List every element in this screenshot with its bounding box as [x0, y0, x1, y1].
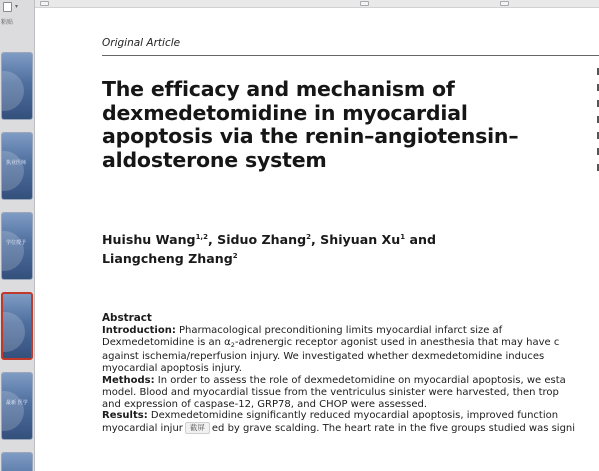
author-affiliation: 1,2 — [195, 233, 208, 241]
toolbar-button[interactable] — [500, 1, 509, 6]
thumbnail-label: 学位授予 — [6, 240, 27, 246]
abstract-line: Results: Dexmedetomidine significantly reduced myocardial apoptosis, improved function — [102, 410, 559, 422]
author-affiliation: 1 — [400, 233, 406, 241]
thumbnail-label: 最新 医学 — [6, 400, 28, 406]
abstract-line: Dexmedetomidine is an $\alpha_2$-adrenergic receptor agonist used in anesthesia that may have c — [102, 336, 560, 349]
author-affiliation: 2 — [306, 233, 311, 241]
author-name: Huishu Wang — [102, 232, 196, 247]
section-label: Methods: — [102, 374, 155, 386]
abstract-line: Introduction: Pharmacological preconditioning limits myocardial infarct size af — [102, 324, 503, 336]
top-toolbar — [0, 0, 599, 8]
article-title — [102, 78, 522, 172]
screenshot-tooltip: 截屏 — [185, 422, 210, 434]
title-line: apoptosis via the renin–angiotensin– — [102, 124, 519, 148]
abstract-line: myocardial injur 截屏 ed by grave scalding. The heart rate in the five groups studied was signi — [102, 423, 576, 435]
toolbar-button[interactable] — [40, 1, 49, 6]
abstract-line: Methods: In order to assess the role of dexmedetomidine on myocardial apoptosis, we esta — [102, 374, 566, 386]
header-rule — [102, 55, 599, 56]
chevron-down-icon[interactable]: ▾ — [15, 3, 19, 10]
document-page — [36, 8, 599, 471]
page-thumbnail[interactable] — [1, 52, 33, 120]
section-label: Results: — [102, 410, 148, 422]
author-line — [102, 248, 522, 267]
page-thumbnail[interactable] — [1, 132, 33, 200]
author-affiliation: 2 — [232, 252, 238, 260]
page-thumbnail-selected[interactable] — [1, 292, 33, 360]
author-list — [102, 229, 522, 267]
abstract-line: model. Blood and myocardial tissue from the ventriculus sinister were harvested, then trop — [102, 386, 559, 398]
author-name: Siduo Zhang — [217, 232, 307, 247]
abstract-line: and expression of caspase-12, GRP78, and CHOP were assessed. — [102, 398, 428, 410]
abstract-line: against ischemia/reperfusion injury. We investigated whether dexmedetomidine induces — [102, 351, 545, 363]
section-label: Introduction: — [102, 324, 176, 336]
article-type: Original Article — [102, 37, 181, 49]
page-thumbnail[interactable] — [1, 372, 33, 440]
abstract-line: myocardial apoptosis injury. — [102, 363, 242, 375]
title-line: aldosterone system — [102, 147, 327, 172]
paste-icon[interactable] — [3, 2, 12, 12]
author-name: Liangcheng Zhang — [102, 251, 233, 266]
author-name: Shiyuan Xu — [320, 232, 401, 247]
page-thumbnail[interactable] — [1, 452, 33, 471]
author-line: Huishu Wang$^{1,2}$, Siduo Zhang$^2$, Shiyuan Xu$^1$ and — [102, 232, 436, 247]
thumbnail-label: 执业医师 — [6, 160, 27, 166]
title-line: The efficacy and mechanism of — [102, 77, 455, 101]
abstract — [102, 313, 599, 435]
toolbar-button[interactable] — [360, 1, 369, 6]
paste-label: 粘贴 — [1, 19, 14, 26]
title-line: dexmedetomidine in myocardial — [102, 100, 468, 125]
thumbnail-sidebar — [0, 0, 35, 471]
abstract-heading: Abstract — [102, 312, 152, 324]
page-thumbnail[interactable] — [1, 212, 33, 280]
